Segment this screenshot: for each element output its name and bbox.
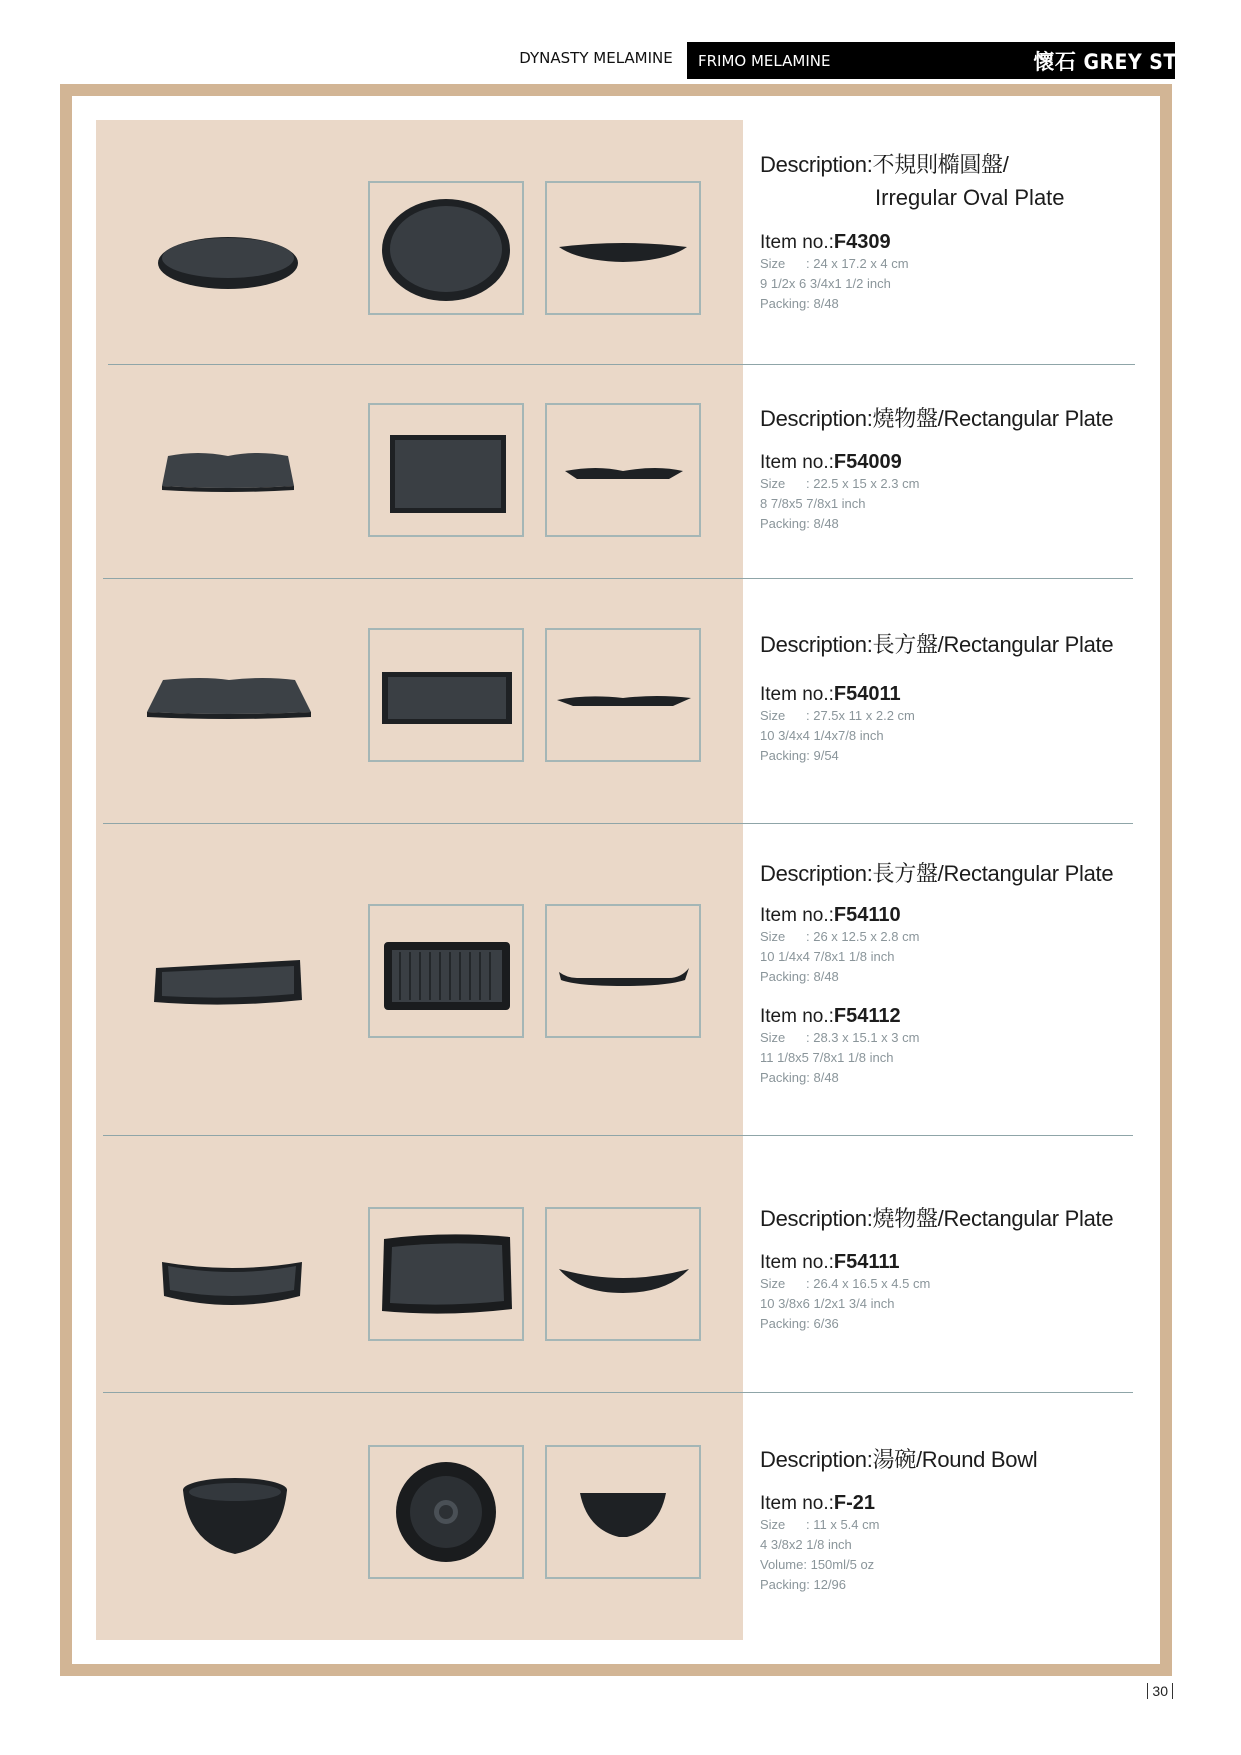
item-number: Item no.:F4309 [760,231,891,253]
brand-dynasty-melamine: DYNASTY MELAMINE [519,49,673,67]
product-photo-top [368,1445,524,1579]
product-image-panel [96,120,743,1640]
item-packing: Packing: 8/48 [760,296,839,311]
product-description: Description:湯碗/Round Bowl [760,1447,1038,1472]
product-photo-top [368,403,524,537]
product-info [760,1443,1037,1595]
item-size-inch: 9 1/2x 6 3/4x1 1/2 inch [760,276,891,291]
product-description: Description:長方盤/Rectangular Plate [760,632,1114,657]
item-packing: Packing: 9/54 [760,748,839,763]
item-size: Size : 24 x 17.2 x 4 cm [760,256,909,271]
product-description: Description:燒物盤/Rectangular Plate [760,1206,1114,1231]
item-size: Size : 27.5x 11 x 2.2 cm [760,708,915,723]
item-size: Size : 28.3 x 15.1 x 3 cm [760,1030,920,1045]
item-number: Item no.:F54111 [760,1251,900,1273]
row-separator [103,1392,1133,1393]
product-photo-side [545,1445,701,1579]
product-photo-side [545,181,701,315]
product-photo-side [545,403,701,537]
product-description: Description:燒物盤/Rectangular Plate [760,406,1114,431]
product-info [760,402,1113,534]
item-number: Item no.:F-21 [760,1492,876,1514]
product-photo-angle [158,448,298,494]
series-title: 懷石 GREY STONE [1033,50,1223,74]
item-size-inch: 8 7/8x5 7/8x1 inch [760,496,866,511]
item-packing: Packing: 6/36 [760,1316,839,1331]
row-separator [103,1135,1133,1136]
product-info [760,628,1113,766]
item-number: Item no.:F54110 [760,904,901,926]
item-packing: Packing: 12/96 [760,1577,847,1592]
item-size-inch: 11 1/8x5 7/8x1 1/8 inch [760,1050,894,1065]
row-separator [108,364,1135,365]
item-size: Size : 11 x 5.4 cm [760,1517,880,1532]
item-number: Item no.:F54011 [760,683,901,705]
product-photo-top [368,904,524,1038]
product-photo-side [545,628,701,762]
product-photo-angle [143,674,315,722]
product-info [760,857,1113,1088]
item-size: Size : 26 x 12.5 x 2.8 cm [760,929,920,944]
brand-frimo-melamine: FRIMO MELAMINE [698,52,831,70]
product-photo-side [545,904,701,1038]
item-volume: Volume: 150ml/5 oz [760,1557,875,1572]
product-description-2: Irregular Oval Plate [875,185,1065,210]
item-packing: Packing: 8/48 [760,516,839,531]
item-packing: Packing: 8/48 [760,969,839,984]
product-photo-top [368,628,524,762]
item-packing: Packing: 8/48 [760,1070,839,1085]
item-number: Item no.:F54112 [760,1005,901,1027]
item-size-inch: 10 1/4x4 7/8x1 1/8 inch [760,949,895,964]
product-photo-side [545,1207,701,1341]
row-separator [103,578,1133,579]
item-size-inch: 10 3/8x6 1/2x1 3/4 inch [760,1296,895,1311]
product-photo-angle [148,954,308,1014]
product-description: Description:不規則橢圓盤/ [760,152,1009,177]
product-info [760,1202,1113,1334]
product-info [760,148,1065,314]
item-size-inch: 4 3/8x2 1/8 inch [760,1537,852,1552]
product-photo-top [368,1207,524,1341]
product-photo-top [368,181,524,315]
item-size: Size : 22.5 x 15 x 2.3 cm [760,476,920,491]
item-size: Size : 26.4 x 16.5 x 4.5 cm [760,1276,931,1291]
item-number: Item no.:F54009 [760,451,902,473]
product-photo-angle [180,1474,290,1558]
row-separator [103,823,1133,824]
product-photo-angle [154,225,302,293]
product-description: Description:長方盤/Rectangular Plate [760,861,1114,886]
item-size-inch: 10 3/4x4 1/4x7/8 inch [760,728,884,743]
page-number: 30 [1147,1683,1173,1699]
product-photo-angle [156,1254,308,1314]
